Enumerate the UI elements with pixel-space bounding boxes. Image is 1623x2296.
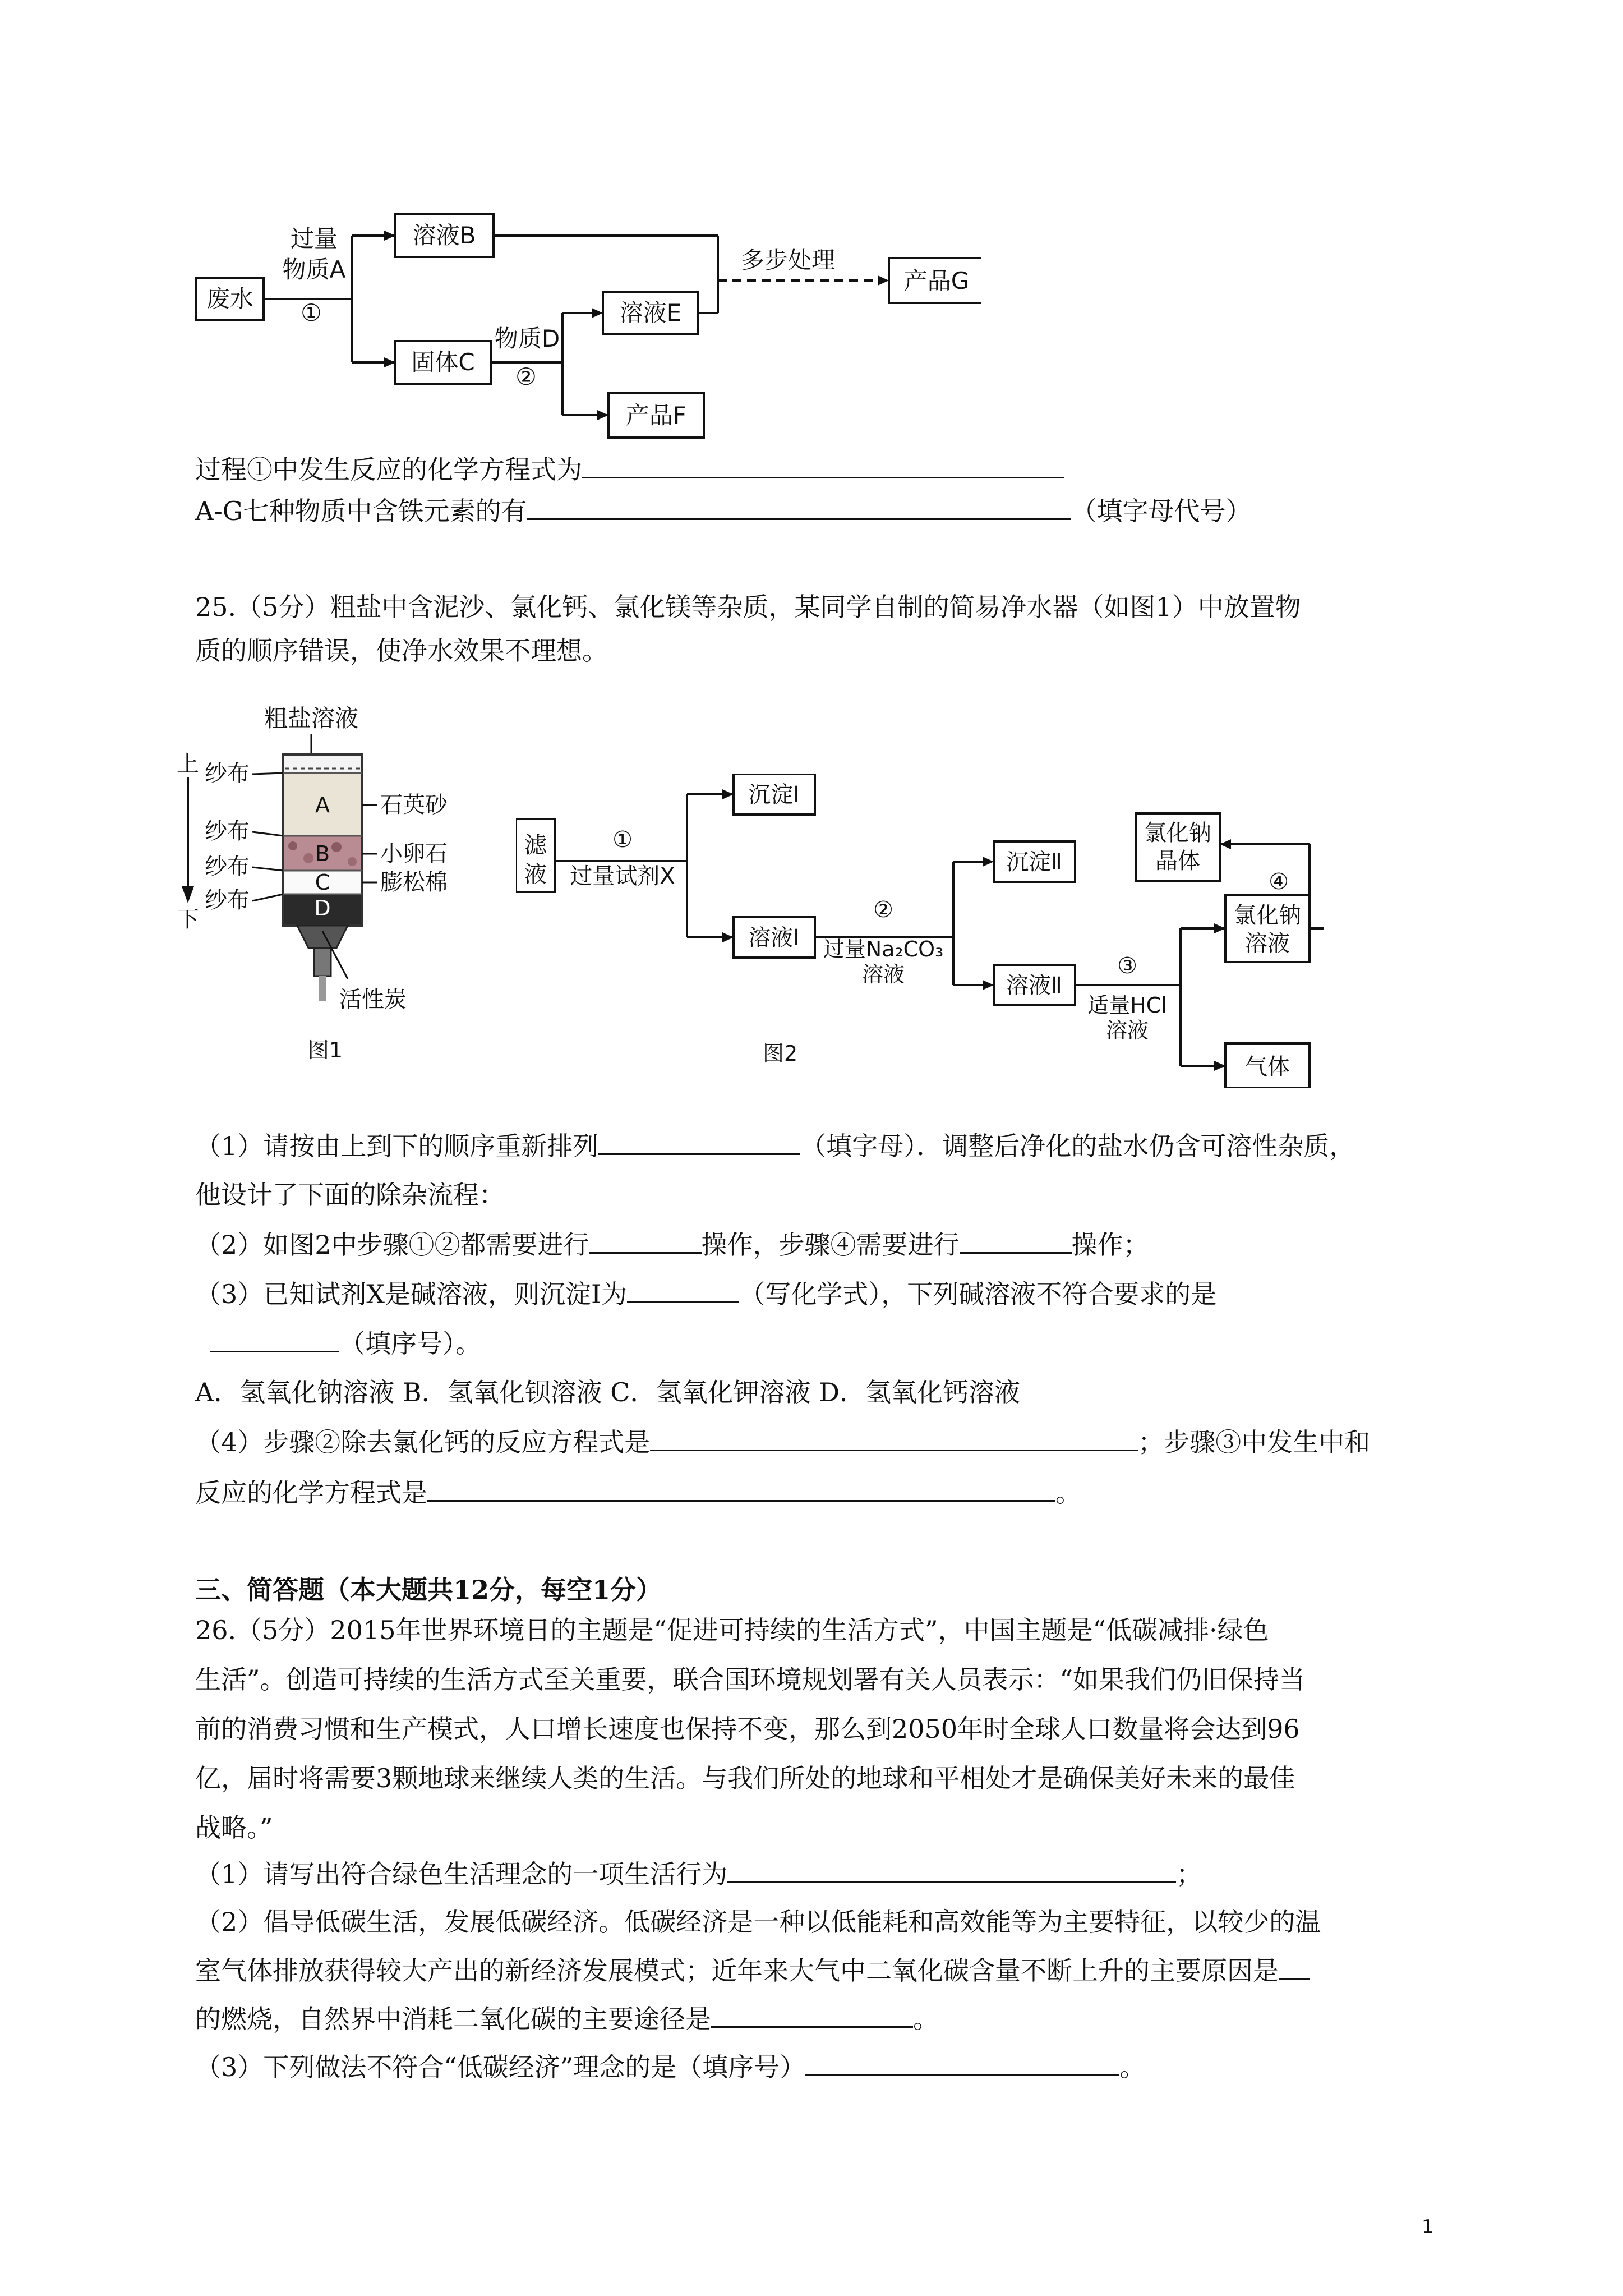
filtrate-label-bottom: 液 (524, 862, 547, 887)
precipitate-2-label: 沉淀Ⅱ (1006, 849, 1062, 875)
precipitate-1-label: 沉淀Ⅰ (748, 782, 800, 808)
filtrate-label-top: 滤 (524, 832, 547, 858)
answer-blank[interactable] (727, 1857, 1176, 1883)
layer-b-letter: B (315, 841, 330, 866)
q25-part4-line1: （4）步骤②除去氯化钙的反应方程式是 ；步骤③中发生中和 (195, 1425, 1370, 1459)
answer-blank[interactable] (582, 452, 1064, 478)
q26-part2-line3: 的燃烧，自然界中消耗二氧化碳的主要途径是 。 (195, 2001, 939, 2036)
product-g-label: 产品G (903, 267, 970, 295)
up-label: 上 (177, 751, 199, 777)
q25-options: A．氢氧化钠溶液 B．氢氧化钡溶液 C．氢氧化钾溶液 D．氢氧化钙溶液 (195, 1377, 1020, 1407)
layer-c-letter: C (315, 870, 330, 895)
step4-number: ④ (1269, 869, 1289, 895)
gauze-label-1: 纱布 (205, 761, 250, 786)
waste-flow-diagram (185, 208, 981, 443)
step3-number: ③ (1117, 953, 1137, 979)
page-number: 1 (1422, 2216, 1434, 2238)
q25-part2: （2）如图2中步骤①②都需要进行 操作，步骤④需要进行 操作； (195, 1227, 1149, 1262)
reagent-x-label: 过量试剂X (570, 863, 675, 889)
hcl-solution-label: 溶液 (1105, 1018, 1149, 1043)
solid-c-label: 固体C (411, 348, 475, 376)
q24-line2: A-G七种物质中含铁元素的有 （填字母代号） (195, 494, 1252, 528)
down-label: 下 (177, 907, 199, 932)
answer-blank[interactable] (598, 1129, 800, 1155)
q26-line1: 26.（5分）2015年世界环境日的主题是“促进可持续的生活方式”，中国主题是“低碳减排·绿色 (195, 1615, 1269, 1645)
q26-line5: 战略。” (195, 1812, 273, 1843)
q24-line1: 过程①中发生反应的化学方程式为 (195, 452, 1064, 486)
figure1-caption: 图1 (307, 1038, 343, 1062)
q26-part1: （1）请写出符合绿色生活理念的一项生活行为 ； (195, 1857, 1202, 1891)
sodium-carbonate-label: 过量Na₂CO₃ (823, 937, 944, 961)
nacl-crystal-label-bottom: 晶体 (1155, 848, 1200, 874)
substance-d-label: 物质D (494, 325, 560, 352)
answer-blank[interactable] (960, 1227, 1072, 1254)
q25-part1-line1: （1）请按由上到下的顺序重新排列 （填字母）．调整后净化的盐水仍含可溶性杂质， (195, 1129, 1355, 1163)
answer-blank[interactable] (627, 1277, 739, 1303)
answer-blank[interactable] (805, 2050, 1119, 2076)
quartz-sand-label: 石英砂 (380, 792, 448, 818)
step1-number: ① (301, 299, 322, 326)
q26-line3: 前的消费习惯和生产模式，人口增长速度也保持不变，那么到2050年时全球人口数量将会达到96 (195, 1714, 1300, 1744)
q26-line4: 亿，届时将需要3颗地球来继续人类的生活。与我们所处的地球和平相处才是确保美好未来的最佳 (195, 1763, 1295, 1793)
step2-number: ② (873, 897, 893, 923)
product-f-label: 产品F (625, 402, 687, 429)
nacl-solution-label-top: 氯化钠 (1234, 903, 1301, 928)
solution-e-label: 溶液E (619, 299, 682, 326)
step1-top-label: 过量 (290, 225, 338, 252)
gauze-label-3: 纱布 (205, 854, 250, 880)
answer-blank[interactable] (527, 494, 1071, 520)
q25-part4-line2: 反应的化学方程式是 。 (195, 1475, 1081, 1510)
answer-blank[interactable] (1279, 1953, 1310, 1980)
q25-intro-line2: 质的顺序错误，使净水效果不理想。 (195, 636, 608, 666)
answer-blank[interactable] (427, 1475, 1055, 1502)
q26-part3: （3）下列做法不符合“低碳经济”理念的是（填序号） 。 (195, 2050, 1145, 2084)
q26-part2-line1: （2）倡导低碳生活，发展低碳经济。低碳经济是一种以低能耗和高效能等为主要特征，以较少的温 (195, 1907, 1321, 1937)
section3-heading: 三、简答题（本大题共12分，每空1分） (195, 1575, 662, 1605)
crude-salt-label: 粗盐溶液 (264, 705, 359, 732)
pebble-label: 小卵石 (380, 841, 448, 867)
q26-part2-line2: 室气体排放获得较大产出的新经济发展模式；近年来大气中二氧化碳含量不断上升的主要原因是 (195, 1953, 1310, 1987)
answer-blank[interactable] (650, 1425, 1138, 1451)
solution-b-label: 溶液B (412, 222, 476, 249)
nacl-crystal-label-top: 氯化钠 (1144, 820, 1211, 846)
step1-substance-label: 物质A (282, 256, 346, 283)
layer-a-letter: A (315, 793, 330, 817)
q25-part3-line2: （填序号）。 (210, 1326, 481, 1360)
q26-line2: 生活”。创造可持续的生活方式至关重要，联合国环境规划署有关人员表示：“如果我们仍旧保持当 (195, 1664, 1306, 1695)
answer-blank[interactable] (589, 1227, 702, 1254)
solution-1-label: 溶液Ⅰ (748, 925, 800, 951)
sodium-carbonate-solution-label: 溶液 (861, 962, 905, 987)
removal-flow-diagram (516, 774, 1324, 1088)
multistep-label: 多步处理 (740, 246, 836, 274)
gas-label: 气体 (1245, 1054, 1290, 1080)
cotton-label: 膨松棉 (380, 869, 448, 895)
q25-part1-line2: 他设计了下面的除杂流程： (195, 1180, 505, 1210)
nacl-solution-label-bottom: 溶液 (1245, 931, 1290, 956)
answer-blank[interactable] (210, 1326, 339, 1352)
solution-2-label: 溶液Ⅱ (1006, 973, 1062, 999)
gauze-label-4: 纱布 (205, 887, 250, 913)
gauze-label-2: 纱布 (205, 818, 250, 844)
step2-number: ② (515, 363, 537, 390)
q25-part3-line1: （3）已知试剂X是碱溶液，则沉淀Ⅰ为 （写化学式），下列碱溶液不符合要求的是 (195, 1277, 1216, 1311)
answer-blank[interactable] (711, 2001, 913, 2028)
q25-intro-line1: 25.（5分）粗盐中含泥沙、氯化钙、氯化镁等杂质，某同学自制的简易净水器（如图1）中放置物 (195, 592, 1301, 622)
waste-label: 废水 (206, 285, 254, 312)
hcl-label: 适量HCl (1087, 993, 1167, 1018)
purifier-figure (168, 696, 516, 1066)
layer-d-letter: D (314, 896, 331, 921)
figure2-caption: 图2 (763, 1041, 798, 1066)
activated-carbon-label: 活性炭 (339, 987, 407, 1013)
step1-number: ① (612, 827, 633, 853)
